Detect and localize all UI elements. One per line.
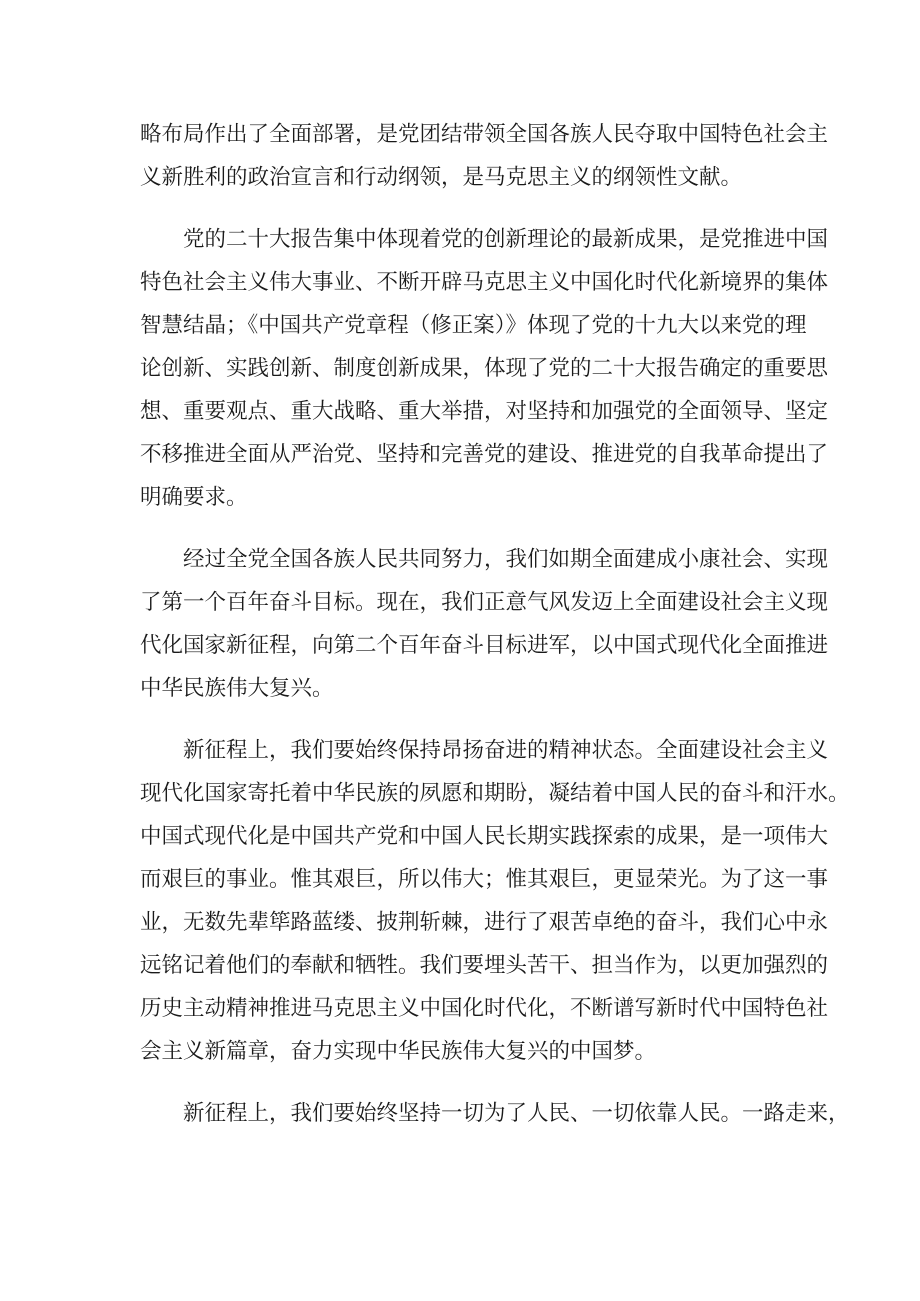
text-line: 新征程上，我们要始终保持昂扬奋进的精神状态。全面建设社会主义 <box>140 738 829 763</box>
paragraph-2 <box>140 218 829 519</box>
text-line: 会主义新篇章，奋力实现中华民族伟大复兴的中国梦。 <box>140 1039 657 1064</box>
paragraph-4 <box>140 729 850 1073</box>
paragraph-3 <box>140 538 829 710</box>
text-line: 经过全党全国各族人民共同努力，我们如期全面建成小康社会、实现 <box>140 547 829 572</box>
text-line: 论创新、实践创新、制度创新成果，体现了党的二十大报告确定的重要思 <box>140 356 829 381</box>
text-line: 略布局作出了全面部署，是党团结带领全国各族人民夺取中国特色社会主 <box>140 122 829 147</box>
paragraph-5 <box>140 1092 850 1135</box>
body-text <box>140 113 850 1135</box>
text-line: 特色社会主义伟大事业、不断开辟马克思主义中国化时代化新境界的集体 <box>140 270 829 295</box>
text-line: 不移推进全面从严治党、坚持和完善党的建设、推进党的自我革命提出了 <box>140 442 829 467</box>
text-line: 中华民族伟大复兴。 <box>140 676 334 701</box>
text-line: 业，无数先辈筚路蓝缕、披荆斩棘，进行了艰苦卓绝的奋斗，我们心中永 <box>140 910 829 935</box>
text-line: 智慧结晶；《中国共产党章程（修正案）》体现了党的十九大以来党的理 <box>140 313 807 338</box>
text-line: 党的二十大报告集中体现着党的创新理论的最新成果，是党推进中国 <box>140 227 829 252</box>
text-line: 新征程上，我们要始终坚持一切为了人民、一切依靠人民。一路走来， <box>140 1101 850 1126</box>
text-line: 远铭记着他们的奉献和牺牲。我们要埋头苦干、担当作为，以更加强烈的 <box>140 953 829 978</box>
text-line: 中国式现代化是中国共产党和中国人民长期实践探索的成果，是一项伟大 <box>140 824 829 849</box>
text-line: 义新胜利的政治宣言和行动纲领，是马克思主义的纲领性文献。 <box>140 165 743 190</box>
text-line: 明确要求。 <box>140 485 248 510</box>
text-line: 历史主动精神推进马克思主义中国化时代化，不断谱写新时代中国特色社 <box>140 996 829 1021</box>
text-line: 代化国家新征程，向第二个百年奋斗目标进军，以中国式现代化全面推进 <box>140 633 829 658</box>
paragraph-1 <box>140 113 829 199</box>
text-line: 想、重要观点、重大战略、重大举措，对坚持和加强党的全面领导、坚定 <box>140 399 829 424</box>
text-line: 而艰巨的事业。惟其艰巨，所以伟大；惟其艰巨，更显荣光。为了这一事 <box>140 867 829 892</box>
text-line: 现代化国家寄托着中华民族的夙愿和期盼，凝结着中国人民的奋斗和汗水。 <box>140 781 850 806</box>
text-line: 了第一个百年奋斗目标。现在，我们正意气风发迈上全面建设社会主义现 <box>140 590 829 615</box>
